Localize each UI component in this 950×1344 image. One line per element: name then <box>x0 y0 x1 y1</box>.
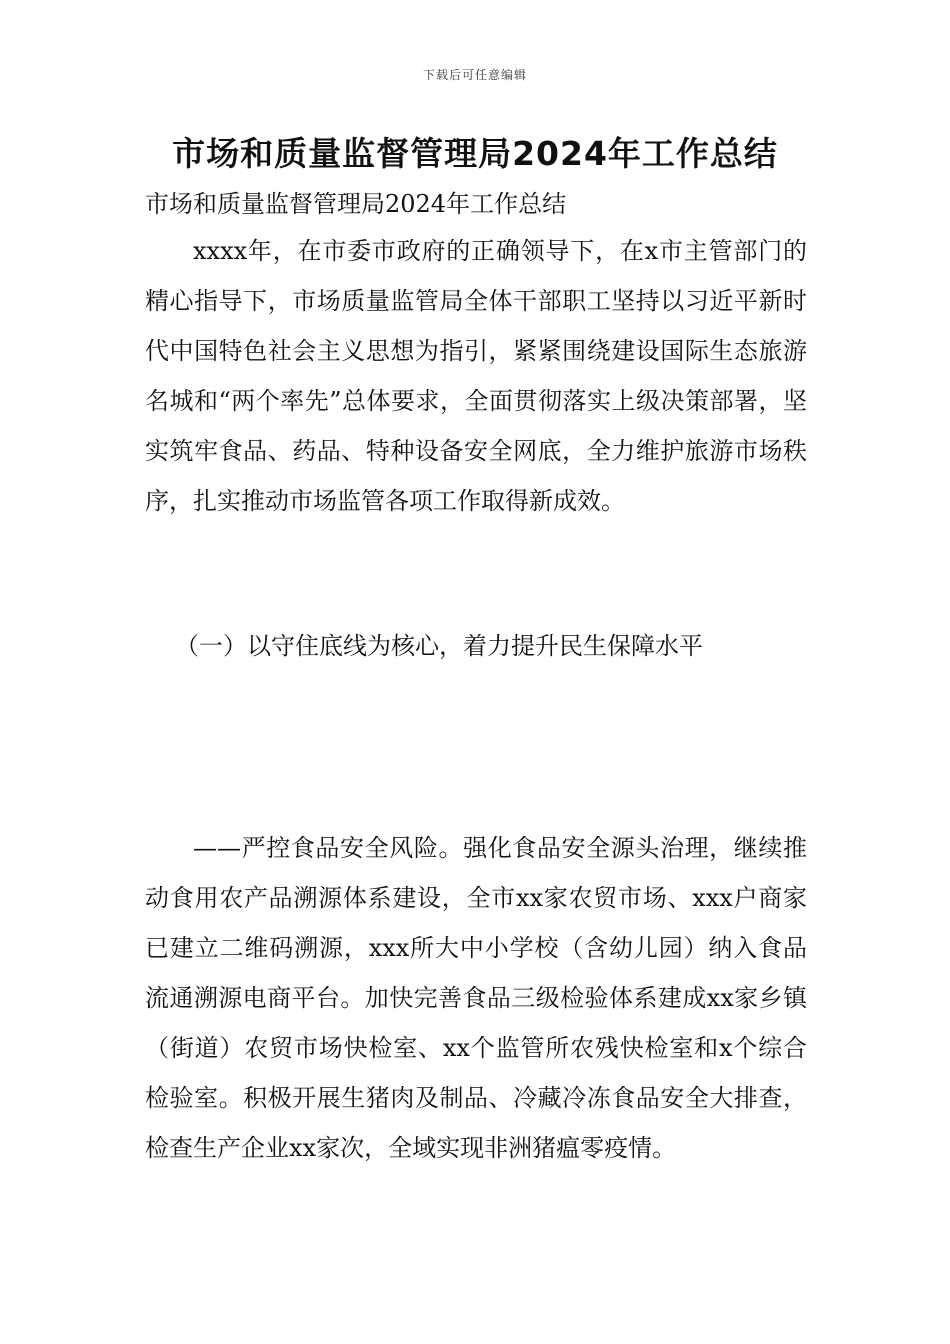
header-note: 下载后可任意编辑 <box>422 68 527 82</box>
section-heading: （一）以守住底线为核心，着力提升民生保障水平 <box>175 632 703 660</box>
document-subtitle: 市场和质量监督管理局2024年工作总结 <box>145 190 567 218</box>
section-paragraph: ——严控食品安全风险。强化食品安全源头治理，继续推动食用农产品溯源体系建设，全市xx家农贸市场、xxx户商家已建立二维码溯源，xxx所大中小学校（含幼儿园）纳入食品流通溯源电商平台。加快完善食品三级检验体系建成xx家乡镇（街道）农贸市场快检室、xx个监管所农残快检室和x个综合检验室。积极开展生猪肉及制品、冷藏冷冻食品安全大排查，检查生产企业xx家次，全域实现非洲猪瘟零疫情。 <box>145 834 807 1162</box>
intro-paragraph: xxxx年，在市委市政府的正确领导下，在x市主管部门的精心指导下，市场质量监管局全体干部职工坚持以习近平新时代中国特色社会主义思想为指引，紧紧围绕建设国际生态旅游名城和“两个率先”总体要求，全面贯彻落实上级决策部署，坚实筑牢食品、药品、特种设备安全网底，全力维护旅游市场秩序，扎实推动市场监管各项工作取得新成效。 <box>145 237 807 515</box>
document-title: 市场和质量监督管理局2024年工作总结 <box>172 134 778 173</box>
